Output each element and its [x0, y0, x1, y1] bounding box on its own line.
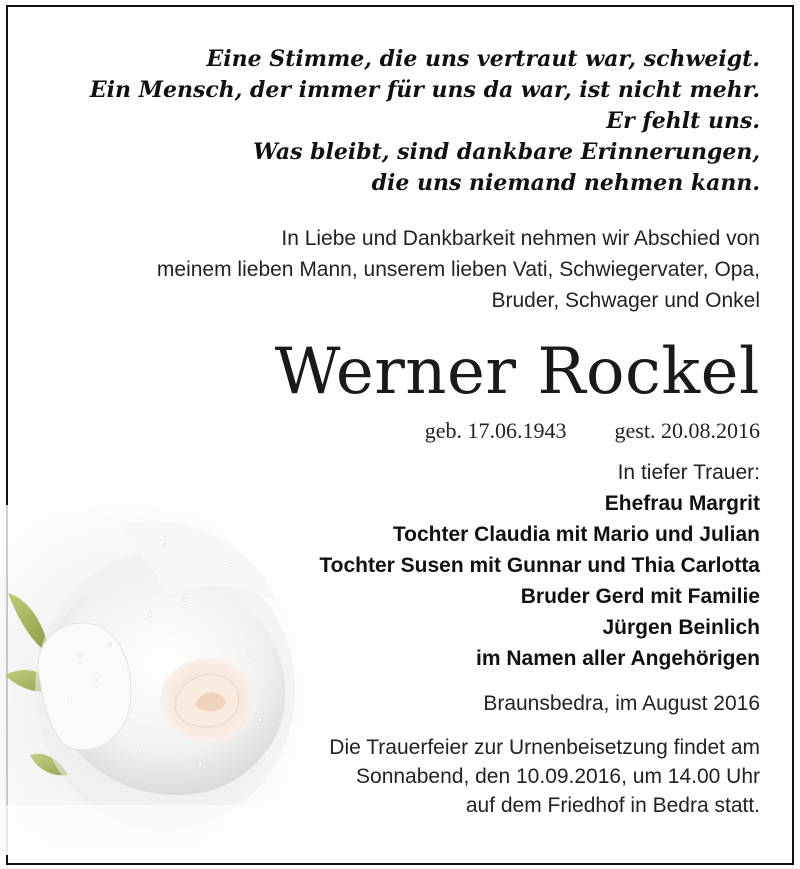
mourner-entry: Ehefrau Margrit — [604, 492, 760, 515]
poem-line: Ein Mensch, der immer für uns da war, ist nicht mehr. — [89, 77, 760, 103]
ceremony-line: auf dem Friedhof in Bedra statt. — [465, 794, 760, 817]
mourner-entry: Jürgen Beinlich — [602, 616, 760, 639]
memorial-poem — [90, 44, 760, 199]
mourner-entry: im Namen aller Angehörigen — [476, 647, 760, 670]
death-date: gest. 20.08.2016 — [614, 418, 760, 443]
intro-line: meinem lieben Mann, unserem lieben Vati, Schwiegervater, Opa, — [156, 258, 760, 281]
poem-line: Eine Stimme, die uns vertraut war, schweigt. — [206, 46, 760, 72]
birth-date: geb. 17.06.1943 — [424, 418, 567, 443]
ceremony-line: Sonnabend, den 10.09.2016, um 14.00 Uhr — [356, 765, 760, 788]
ceremony-line: Die Trauerfeier zur Urnenbeisetzung findet am — [329, 736, 760, 759]
place-and-date: Braunsbedra, im August 2016 — [483, 692, 760, 715]
ceremony-notice — [329, 733, 760, 820]
intro-line: In Liebe und Dankbarkeit nehmen wir Abschied von — [281, 227, 760, 250]
poem-line: Er fehlt uns. — [606, 108, 760, 134]
mourners-list — [319, 457, 760, 674]
mourner-entry: Tochter Claudia mit Mario und Julian — [392, 523, 760, 546]
mourners-heading: In tiefer Trauer: — [617, 461, 760, 484]
intro-line: Bruder, Schwager und Onkel — [491, 289, 760, 312]
poem-line: Was bleibt, sind dankbare Erinnerungen, — [253, 139, 760, 165]
mourner-entry: Tochter Susen mit Gunnar und Thia Carlotta — [319, 554, 760, 577]
farewell-intro — [157, 223, 760, 316]
life-dates — [425, 416, 760, 446]
mourner-entry: Bruder Gerd mit Familie — [520, 585, 760, 608]
white-rose-image — [0, 505, 310, 855]
deceased-name: Werner Rockel — [274, 335, 760, 409]
poem-line: die uns niemand nehmen kann. — [371, 170, 760, 196]
